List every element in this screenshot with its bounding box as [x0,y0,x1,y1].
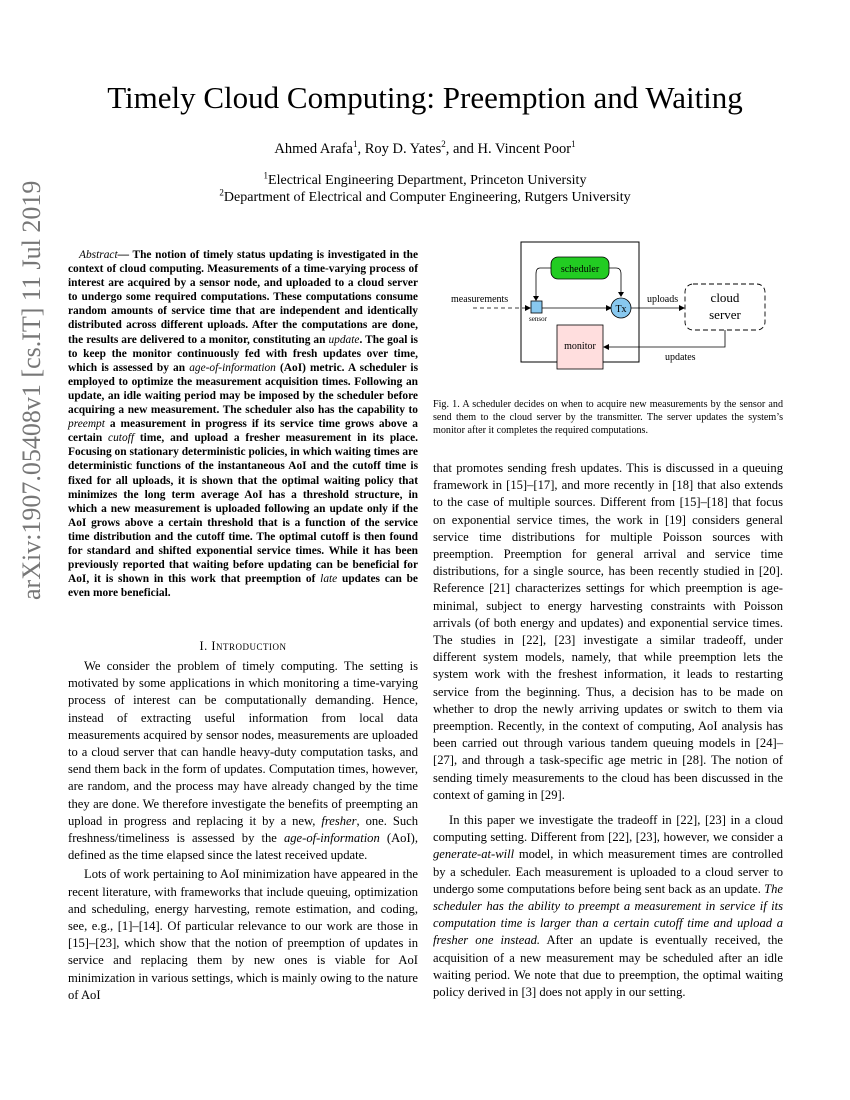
abstract-emphasis: cutoff [108,432,134,445]
arrow-head-icon [603,344,609,350]
author-list: Ahmed Arafa$^1$, Roy D. Yates$^2$, and H. Vincent Poor$^1$ [274,139,576,157]
sensor-label: sensor [529,315,547,323]
scheduler-label: scheduler [560,264,600,275]
arrow-head-icon [679,305,685,311]
left-column-body [68,658,418,1004]
server-label: server [709,307,741,322]
paragraph: that promotes sending fresh updates. This is discussed in a queuing framework in [15]–[17], and more recently in [18] that also extends to the case of multiple sources. Different from [15]–[18] that focus on exponential service times, the work in [19] considers general service time distributions for multiple Poisson sources with preemption. Preemption for general arrival and service time distributions, for a single source, has been recently studied in [20]. Reference [21] characterizes settings for which preemption is age-minimal, subject to energy harvesting constraints with Poisson arrivals (of both energy and updates) and exponential service times. The studies in [22], [23] investigate a similar tradeoff, under different system models, namely, that while preemption lets the system work with the freshest information, it leads to restarting service from the beginning. Thus, a decision has to be made on whether to drop the newly arriving updates or switch to them via preemption. Recently, in the context of computing, AoI analysis has been carried out through various tandem queuing models in [24]–[27], and through a task-specific age metric in [28]. The notion of sending timely measurements to the cloud has been discussed in the context of gaming in [29]. [433,461,783,802]
author-name: Roy D. Yates [364,141,442,157]
abstract-text: a measurement in progress if its service time grows above a certain [68,418,418,445]
abstract-text: time, and upload a fresher measurement in its place. Focusing on stationary deterministic policies, in which waiting times are deterministic functions of the instantaneous AoI and the cutoff time is fixed for all uploads, it is shown that the optimal waiting policy that minimizes the long term average AoI has a threshold structure, in which a new measurement is uploaded following an update only if the AoI grows above a certain threshold that is a function of the service time distribution and the cutoff time. The optimal cutoff is then found for standard and shifted exponential service times. While it has been previously reported that waiting before updating can be beneficial for AoI, it is shown in this work that preemption of [68,432,418,586]
author-name: H. Vincent Poor [477,141,572,157]
affiliation-text: Electrical Engineering Department, Princeton University [268,173,587,188]
emphasis: age-of-information [283,831,380,846]
affiliation [0,189,850,207]
affiliation [0,172,850,190]
paragraph-text: , one. Such freshness/timeliness is assessed by the [68,813,419,846]
author-affiliation-mark: 1 [571,139,576,150]
author-name: Ahmed Arafa [274,141,353,157]
abstract-emphasis: preempt [68,418,105,431]
right-column-body [433,460,783,1001]
abstract-emphasis: age-of-information [189,361,276,374]
paragraph-text: In this paper we investigate the tradeoff in [22], [23] in a cloud computing setting. Different from [22], [23], however, we consider a [433,813,783,845]
abstract-emphasis: update [328,333,360,346]
emphasis: fresher [321,813,357,828]
cloud-label: cloud [710,290,740,305]
paragraph: Lots of work pertaining to AoI minimization have appeared in the recent literature, with frameworks that include queuing, optimization and scheduling, energy harvesting, remote estimation, and coding, see, e.g., [1]–[14]. Of particular relevance to our work are those in [15]–[23], which show that the notion of preemption of updates in service and replacing them by new ones is viable for AoI minimization in various settings, which is mainly owing to the nature of AoI [68,867,418,1002]
system-diagram [433,238,783,378]
paragraph [433,812,783,1001]
paragraph [68,658,418,864]
abstract-text: — The notion of timely status updating is investigated in the context of cloud computing. Measurements of a time-varying process of interest are acquired by a sensor node, and uploaded to a cloud server to undergo some required computations. These computations consume random amounts of service time that are independent and identically distributed across different uploads. After the computations are done, the results are delivered to a monitor, constituting an [68,249,419,346]
updates-label: updates [665,352,696,363]
scheduler-to-tx-line [609,268,621,294]
arrow-head-icon [618,292,624,297]
emphasis: generate-at-will [433,847,515,862]
paragraph-text: After an update is eventually received, the acquisition of a new measurement may be scheduled after an idle waiting period. We note that due to preemption, the optimal waiting policy derived in [3] does not apply in our setting. [433,933,784,1000]
author-affiliation-mark: 1 [352,139,358,150]
paper-title: Timely Cloud Computing: Preemption and Waiting [107,80,743,115]
measurements-label: measurements [451,294,509,305]
updates-arrow [609,330,725,347]
scheduler-to-sensor-line [536,268,551,299]
uploads-label: uploads [647,294,679,305]
sensor-box [531,301,542,313]
arrow-head-icon [525,305,531,311]
monitor-label: monitor [564,341,596,352]
arrow-head-icon [533,296,539,301]
affiliation-mark: 2 [219,187,224,198]
figure-caption: Fig. 1. A scheduler decides on when to acquire new measurements by the sensor and send them to the cloud server by the transmitter. The server updates the system’s monitor after it completes the required computations. [433,399,783,437]
paragraph-text: model, in which measurement times are controlled by a scheduler. Each measurement is uploaded to a cloud server to undergo some computations before being sent back as an update. [433,847,783,896]
section-heading: I. Introduction [199,639,287,653]
arxiv-identifier: arXiv:1907.05408v1 [cs.IT] 11 Jul 2019 [17,180,46,600]
tx-label: Tx [615,304,627,315]
emphasis: The scheduler has the ability to preempt a measurement in service if its computation time is larger than a certain cutoff time and upload a fresher one instead. [433,881,783,948]
author-affiliation-mark: 2 [441,139,446,150]
abstract-text: . The goal is to keep the monitor continuously fed with fresh updates over time, which is assessed by an [68,333,418,374]
abstract-emphasis: late [320,573,338,586]
paragraph-text: (AoI), defined as the time elapsed since the latest received update. [68,831,418,863]
abstract-text: updates can be even more beneficial. [68,573,418,600]
abstract [68,248,418,600]
paragraph-text: We consider the problem of timely computing. The setting is motivated by some applications in which monitoring a time-varying process of interest can be computationally demanding. Hence, instead of extracting useful information from local data measurements acquired by sensor nodes, measurements are uploaded to a cloud server that can handle heavy-duty computation tasks, and send them back in the form of updates. Computation times, however, are random, and the process may have already changed by the time they are done. We therefore investigate the benefits of preempting an upload in progress and replacing it by a new, [68,659,418,828]
abstract-label: Abstract [79,249,118,261]
abstract-text: (AoI) metric. A scheduler is employed to optimize the measurement acquisition times. Following an update, an idle waiting period may be imposed by the scheduler before acquiring a new measurement. The scheduler also has the capability to [68,361,418,417]
affiliation-text: Department of Electrical and Computer Engineering, Rutgers University [223,190,631,205]
affiliation-mark: 1 [263,170,269,181]
